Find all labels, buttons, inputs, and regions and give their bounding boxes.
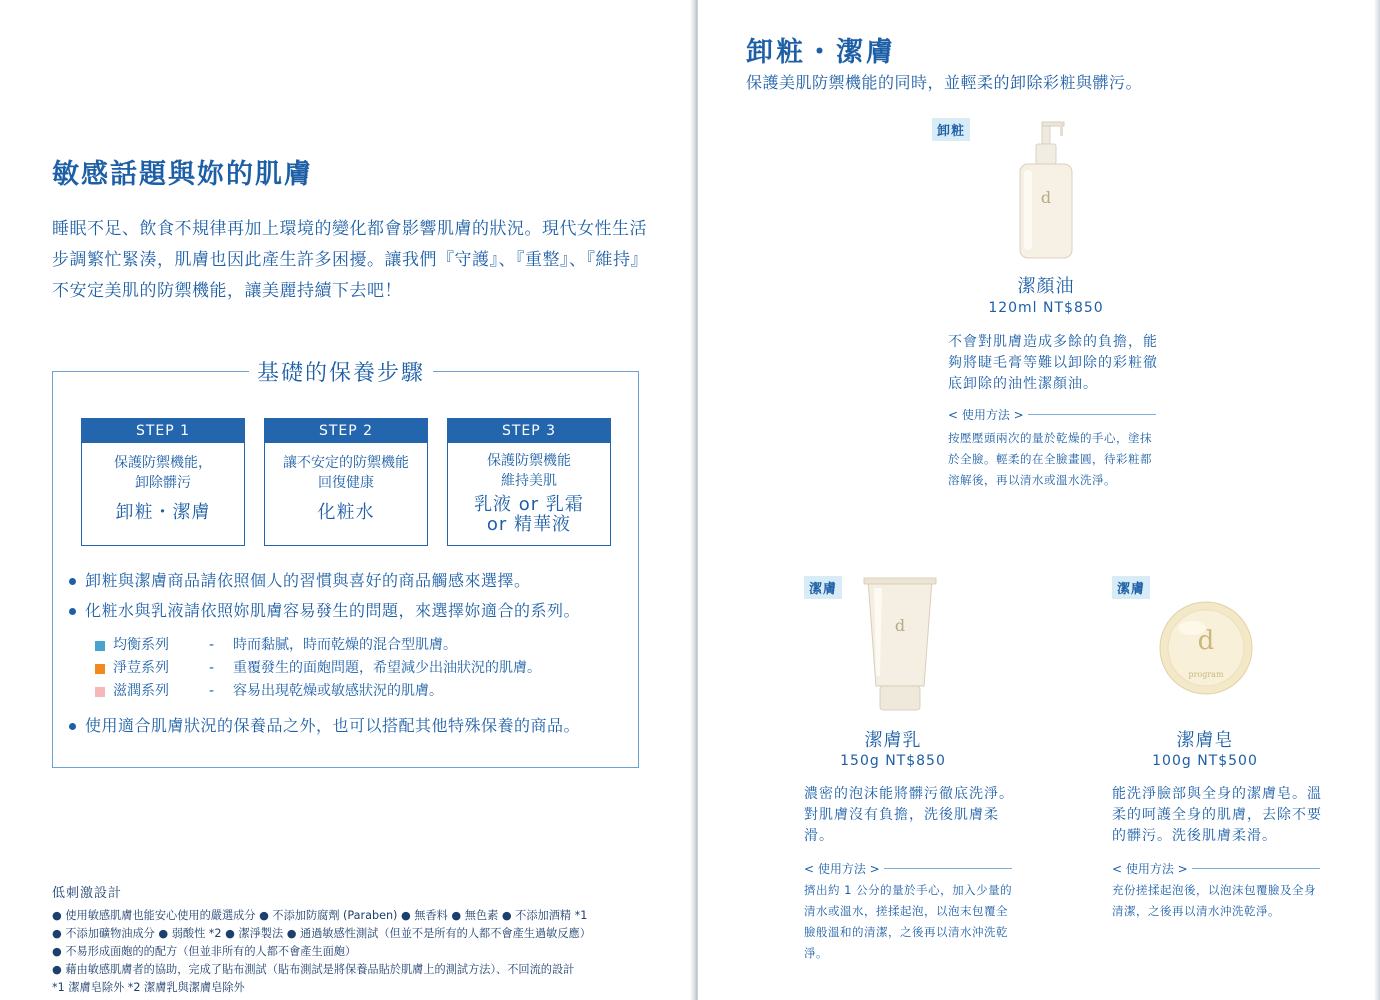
step-card-3 — [447, 418, 611, 546]
category-tag: 潔膚 — [804, 576, 842, 599]
low-irritation-line: ● 藉由敏感肌膚者的協助，完成了貼布測試（貼布測試是將保養品貼於肌膚上的測試方法）、不回流的設計 — [52, 963, 575, 976]
usage-label: < 使用方法 > — [804, 862, 880, 876]
product-description: 不會對肌膚造成多餘的負擔，能夠將睫毛膏等難以卸除的彩粧徹底卸除的油性潔顏油。 — [948, 334, 1158, 392]
low-irritation-line: ● 使用敏感肌膚也能安心使用的嚴選成分 ● 不添加防腐劑 (Paraben) ● 無香料 ● 無色素 ● 不添加酒精 *1 — [52, 909, 588, 922]
step-card-2 — [264, 418, 428, 546]
category-tag: 潔膚 — [1112, 576, 1150, 599]
low-irritation-footnote: *1 潔膚皂除外 *2 潔膚乳與潔膚皂除外 — [52, 981, 245, 994]
section-title: 卸粧・潔膚 — [746, 37, 896, 68]
basic-care-steps-box — [52, 361, 639, 768]
category-tag: 卸粧 — [932, 118, 970, 141]
brand-mark: d — [1197, 626, 1215, 656]
tips-list — [67, 566, 637, 741]
step-label: STEP 3 — [448, 419, 610, 443]
series-dash: - — [209, 683, 215, 699]
color-square-icon — [95, 687, 105, 697]
list-item: 化粧水與乳液請依照妳肌膚容易發生的問題，來選擇妳適合的系列。 — [67, 596, 637, 626]
step-card-1 — [81, 418, 245, 546]
brand-program-text: program — [1188, 670, 1224, 679]
series-row-balance — [95, 634, 637, 657]
low-irritation-line: ● 不添加礦物油成分 ● 弱酸性 *2 ● 潔淨製法 ● 通過敏感性測試（但並不是所有的人都不會產生過敏反應） — [52, 927, 591, 940]
product-description: 濃密的泡沫能將髒污徹底洗淨。對肌膚沒有負擔，洗後肌膚柔滑。 — [804, 786, 1014, 844]
page-edge — [1374, 0, 1380, 1000]
series-description: 容易出現乾燥或敏感狀況的肌膚。 — [233, 683, 443, 699]
series-dash: - — [209, 660, 215, 676]
usage-divider — [1028, 414, 1156, 415]
product-price: 100g NT$500 — [1152, 753, 1258, 769]
product-price: 120ml NT$850 — [988, 300, 1104, 316]
low-irritation-title: 低刺激設計 — [52, 886, 123, 901]
low-irritation-section — [52, 882, 672, 997]
usage-divider — [884, 868, 1012, 869]
usage-heading — [1112, 860, 1320, 877]
low-irritation-line: ● 不易形成面皰的的配方（但並非所有的人都不會產生面皰） — [52, 945, 357, 958]
step-description: 保護防禦機能 維持美肌 — [487, 453, 571, 489]
usage-instructions: 擠出約 1 公分的量於手心，加入少量的清水或溫水，搓揉起泡，以泡末包覆全臉般溫和的清潔，之後再以清水沖洗乾淨。 — [804, 883, 1013, 960]
product-description: 能洗淨臉部與全身的潔膚皂。溫柔的呵護全身的肌膚，去除不要的髒污。洗後肌膚柔滑。 — [1112, 786, 1322, 844]
step-product: 化粧水 — [317, 502, 375, 523]
step-product: 卸粧・潔膚 — [115, 502, 211, 523]
series-list — [95, 634, 637, 703]
usage-instructions: 充份搓揉起泡後，以泡沫包覆臉及全身清潔，之後再以清水沖洗乾淨。 — [1112, 883, 1316, 918]
series-row-moist — [95, 680, 637, 703]
cleansing-foam-tube-icon — [862, 576, 938, 712]
product-name: 潔膚皂 — [1176, 730, 1234, 751]
series-dash: - — [209, 637, 215, 653]
usage-heading — [804, 860, 1012, 877]
step-product: 乳液 or 乳霜 or 精華液 — [474, 494, 584, 535]
series-name: 淨荳系列 — [113, 660, 169, 676]
color-square-icon — [95, 641, 105, 651]
series-description: 時而黏膩，時而乾燥的混合型肌膚。 — [233, 637, 457, 653]
section-subtitle: 保護美肌防禦機能的同時，並輕柔的卸除彩粧與髒污。 — [746, 73, 1143, 92]
series-name: 均衡系列 — [113, 637, 169, 653]
series-description: 重覆發生的面皰問題，希望減少出油狀況的肌膚。 — [233, 660, 541, 676]
usage-label: < 使用方法 > — [1112, 862, 1188, 876]
step-description: 保護防禦機能， 卸除髒污 — [114, 455, 212, 491]
product-price: 150g NT$850 — [840, 753, 946, 769]
list-item: 使用適合肌膚狀況的保養品之外，也可以搭配其他特殊保養的商品。 — [67, 711, 637, 741]
product-name: 潔顏油 — [1017, 276, 1075, 297]
step-label: STEP 1 — [82, 419, 244, 443]
page-title: 敏感話題與妳的肌膚 — [52, 159, 313, 190]
product-name: 潔膚乳 — [864, 730, 922, 751]
right-page — [698, 0, 1380, 1000]
usage-heading — [948, 406, 1156, 423]
series-name: 滋潤系列 — [113, 683, 169, 699]
brand-mark: d — [894, 616, 906, 635]
step-description: 讓不安定的防禦機能 回復健康 — [283, 455, 409, 491]
intro-paragraph: 睡眠不足、飲食不規律再加上環境的變化都會影響肌膚的狀況。現代女性生活步調繁忙緊湊，肌膚也因此產生許多困擾。讓我們『守護』、『重整』、『維持』不安定美肌的防禦機能，讓美麗持續下去吧！ — [52, 219, 648, 301]
usage-divider — [1192, 868, 1320, 869]
color-square-icon — [95, 664, 105, 674]
brand-mark: d — [1040, 188, 1052, 207]
series-row-clear — [95, 657, 637, 680]
step-label: STEP 2 — [265, 419, 427, 443]
usage-label: < 使用方法 > — [948, 408, 1024, 422]
steps-title: 基礎的保養步驟 — [249, 356, 433, 387]
list-item: 卸粧與潔膚商品請依照個人的習慣與喜好的商品觸感來選擇。 — [67, 566, 637, 596]
usage-instructions: 按壓壓頭兩次的量於乾燥的手心，塗抹於全臉。輕柔的在全臉畫圓，待彩粧都溶解後，再以清水或溫水洗淨。 — [948, 431, 1152, 487]
